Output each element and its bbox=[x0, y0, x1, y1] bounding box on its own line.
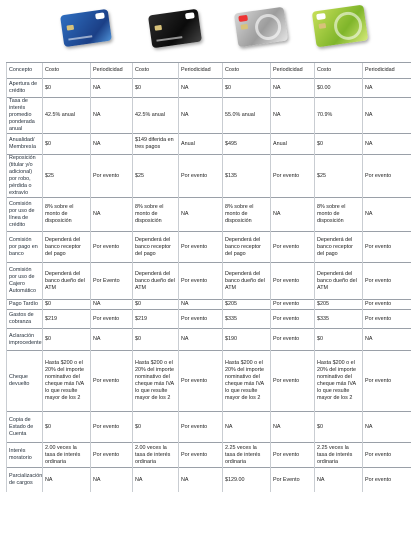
header-cell: Periodicidad bbox=[271, 63, 315, 79]
table-cell: Hasta $200 o el 20% del importe nominativo del cheque más IVA lo que resulte mayor de los 2 bbox=[43, 351, 91, 412]
table-cell: Dependerá del banco dueño del ATM bbox=[43, 263, 91, 300]
table-cell: NA bbox=[363, 198, 411, 232]
table-cell: NA bbox=[179, 300, 223, 310]
table-cell: 2.00 veces la tasa de interés ordinaria bbox=[43, 443, 91, 468]
green-card-image bbox=[312, 5, 369, 48]
table-cell: $335 bbox=[223, 310, 271, 329]
table-cell: Anual bbox=[179, 134, 223, 155]
table-cell: Por evento bbox=[271, 310, 315, 329]
table-cell: Por evento bbox=[363, 300, 411, 310]
table-cell: Por evento bbox=[363, 263, 411, 300]
row-concept: Comisión por uso de línea de crédito bbox=[7, 198, 43, 232]
row-concept: Parcialización de cargos bbox=[7, 468, 43, 493]
table-cell: Por evento bbox=[271, 155, 315, 198]
table-cell: Por evento bbox=[179, 412, 223, 443]
table-cell: Por evento bbox=[91, 232, 133, 263]
header-cell: Periodicidad bbox=[179, 63, 223, 79]
table-cell: NA bbox=[91, 134, 133, 155]
table-cell: NA bbox=[179, 329, 223, 351]
table-cell: 8% sobre el monto de disposición bbox=[315, 198, 363, 232]
row-concept: Apertura de crédito bbox=[7, 79, 43, 98]
table-cell: NA bbox=[271, 98, 315, 134]
table-cell: $25 bbox=[133, 155, 179, 198]
table-cell: Por evento bbox=[91, 155, 133, 198]
header-cell: Costo bbox=[315, 63, 363, 79]
table-cell: NA bbox=[91, 79, 133, 98]
table-cell: $129.00 bbox=[223, 468, 271, 493]
row-concept: Gastos de cobranza bbox=[7, 310, 43, 329]
table-cell: Por evento bbox=[179, 155, 223, 198]
table-cell: NA bbox=[363, 412, 411, 443]
table-cell: $0 bbox=[315, 329, 363, 351]
row-concept: Tasa de interés promedio ponderada anual bbox=[7, 98, 43, 134]
row-concept: Reposición (titular y/o adicional) por robo, pérdida o extravío bbox=[7, 155, 43, 198]
row-concept: Comisión por pago en banco bbox=[7, 232, 43, 263]
table-row bbox=[7, 412, 411, 443]
table-cell: NA bbox=[179, 198, 223, 232]
table-cell: Por evento bbox=[363, 232, 411, 263]
table-cell: Por evento bbox=[363, 310, 411, 329]
table-cell: NA bbox=[363, 329, 411, 351]
table-cell: Dependerá del banco dueño del ATM bbox=[133, 263, 179, 300]
table-cell: $205 bbox=[223, 300, 271, 310]
table-cell: Dependerá del banco dueño del ATM bbox=[223, 263, 271, 300]
table-row bbox=[7, 98, 411, 134]
table-cell: Por Evento bbox=[271, 468, 315, 493]
table-cell: Por evento bbox=[271, 351, 315, 412]
table-cell: Dependerá del banco receptor del pago bbox=[43, 232, 91, 263]
table-cell: Por evento bbox=[179, 443, 223, 468]
card-images bbox=[0, 0, 416, 60]
table-cell: Por evento bbox=[363, 351, 411, 412]
table-cell: NA bbox=[91, 468, 133, 493]
table-cell: Por evento bbox=[363, 443, 411, 468]
header-concept: Concepto bbox=[7, 63, 43, 79]
table-cell: $25 bbox=[315, 155, 363, 198]
header-cell: Costo bbox=[43, 63, 91, 79]
table-cell: NA bbox=[179, 79, 223, 98]
table-cell: $495 bbox=[223, 134, 271, 155]
table-cell: Dependerá del banco receptor del pago bbox=[133, 232, 179, 263]
table-cell: Dependerá del banco dueño del ATM bbox=[315, 263, 363, 300]
row-concept: Anualidad/ Membresía bbox=[7, 134, 43, 155]
table-cell: $0 bbox=[43, 134, 91, 155]
table-row bbox=[7, 310, 411, 329]
table-cell: NA bbox=[91, 198, 133, 232]
table-cell: $0 bbox=[133, 329, 179, 351]
table-cell: NA bbox=[43, 468, 91, 493]
table-cell: Por evento bbox=[91, 443, 133, 468]
table-row bbox=[7, 263, 411, 300]
table-cell: $0 bbox=[43, 79, 91, 98]
table-cell: $25 bbox=[43, 155, 91, 198]
table-cell: Hasta $200 o el 20% del importe nominativo del cheque más IVA lo que resulte mayor de los 2 bbox=[133, 351, 179, 412]
table-cell: $0 bbox=[43, 412, 91, 443]
table-cell: $0 bbox=[133, 412, 179, 443]
table-cell: 2.25 veces la tasa de interés ordinaria bbox=[315, 443, 363, 468]
table-cell: Por evento bbox=[363, 155, 411, 198]
table-cell: Dependerá del banco receptor del pago bbox=[315, 232, 363, 263]
table-cell: Hasta $200 o el 20% del importe nominativo del cheque más IVA lo que resulte mayor de los 2 bbox=[223, 351, 271, 412]
row-concept: Cheque devuelto bbox=[7, 351, 43, 412]
table-cell: NA bbox=[363, 98, 411, 134]
table-cell: $190 bbox=[223, 329, 271, 351]
header-cell: Costo bbox=[133, 63, 179, 79]
row-concept: Aclaración improcedente bbox=[7, 329, 43, 351]
silver-card-image bbox=[234, 7, 288, 48]
blue-card-image bbox=[60, 9, 112, 47]
table-cell: 55.0% anual bbox=[223, 98, 271, 134]
table-cell: Por evento bbox=[271, 300, 315, 310]
table-row bbox=[7, 443, 411, 468]
table-cell: NA bbox=[271, 198, 315, 232]
table-cell: $0 bbox=[315, 134, 363, 155]
table-cell: Por evento bbox=[179, 263, 223, 300]
table-cell: 42.5% anual bbox=[43, 98, 91, 134]
table-cell: Hasta $200 o el 20% del importe nominativo del cheque más IVA lo que resulte mayor de los 2 bbox=[315, 351, 363, 412]
table-cell: NA bbox=[271, 412, 315, 443]
row-concept: Comisión por uso de Cajero Automático bbox=[7, 263, 43, 300]
table-cell: NA bbox=[315, 468, 363, 493]
table-row bbox=[7, 198, 411, 232]
table-cell: $219 bbox=[133, 310, 179, 329]
table-cell: 8% sobre el monto de disposición bbox=[43, 198, 91, 232]
table-cell: Dependerá del banco receptor del pago bbox=[223, 232, 271, 263]
table-cell: Por evento bbox=[91, 412, 133, 443]
table-cell: Por evento bbox=[271, 232, 315, 263]
table-cell: 2.00 veces la tasa de interés ordinaria bbox=[133, 443, 179, 468]
table-cell: NA bbox=[133, 468, 179, 493]
table-cell: $0 bbox=[133, 300, 179, 310]
table-cell: $0.00 bbox=[315, 79, 363, 98]
table-cell: Por evento bbox=[91, 351, 133, 412]
table-cell: $149 diferida en tres pagos bbox=[133, 134, 179, 155]
table-cell: NA bbox=[363, 134, 411, 155]
table-cell: 70.9% bbox=[315, 98, 363, 134]
row-concept: Copia de Estado de Cuenta bbox=[7, 412, 43, 443]
header-cell: Costo bbox=[223, 63, 271, 79]
table-cell: $219 bbox=[43, 310, 91, 329]
table-cell: $0 bbox=[43, 329, 91, 351]
table-cell: $0 bbox=[315, 412, 363, 443]
table-cell: 2.25 veces la tasa de interés ordinaria bbox=[223, 443, 271, 468]
table-row bbox=[7, 329, 411, 351]
table-row bbox=[7, 351, 411, 412]
table-cell: Anual bbox=[271, 134, 315, 155]
table-cell: $335 bbox=[315, 310, 363, 329]
row-concept: Interés moratorio bbox=[7, 443, 43, 468]
table-cell: Por evento bbox=[179, 310, 223, 329]
fees-table bbox=[6, 62, 411, 492]
table-row bbox=[7, 300, 411, 310]
table-cell: 42.5% anual bbox=[133, 98, 179, 134]
table-cell: $0 bbox=[43, 300, 91, 310]
table-cell: NA bbox=[91, 300, 133, 310]
table-cell: Por evento bbox=[363, 468, 411, 493]
header-cell: Periodicidad bbox=[91, 63, 133, 79]
table-cell: NA bbox=[91, 98, 133, 134]
header-cell: Periodicidad bbox=[363, 63, 411, 79]
table-cell: $205 bbox=[315, 300, 363, 310]
table-cell: $0 bbox=[133, 79, 179, 98]
table-cell: Por evento bbox=[271, 329, 315, 351]
table-row bbox=[7, 468, 411, 493]
table-cell: Por evento bbox=[179, 232, 223, 263]
table-cell: NA bbox=[91, 329, 133, 351]
table-cell: NA bbox=[271, 79, 315, 98]
table-row bbox=[7, 232, 411, 263]
table-cell: NA bbox=[179, 468, 223, 493]
table-cell: $135 bbox=[223, 155, 271, 198]
row-concept: Pago Tardío bbox=[7, 300, 43, 310]
table-cell: $0 bbox=[223, 79, 271, 98]
table-row bbox=[7, 155, 411, 198]
black-card-image bbox=[148, 9, 202, 49]
table-row bbox=[7, 134, 411, 155]
table-cell: Por evento bbox=[91, 310, 133, 329]
table-cell: Por evento bbox=[271, 443, 315, 468]
table-cell: Por evento bbox=[271, 263, 315, 300]
table-row bbox=[7, 79, 411, 98]
table-cell: NA bbox=[223, 412, 271, 443]
table-cell: NA bbox=[179, 98, 223, 134]
table-cell: NA bbox=[363, 79, 411, 98]
table-cell: Por Evento bbox=[91, 263, 133, 300]
table-header-row bbox=[7, 63, 411, 79]
table-cell: 8% sobre el monto de disposición bbox=[133, 198, 179, 232]
table-cell: 8% sobre el monto de disposición bbox=[223, 198, 271, 232]
table-cell: Por evento bbox=[179, 351, 223, 412]
